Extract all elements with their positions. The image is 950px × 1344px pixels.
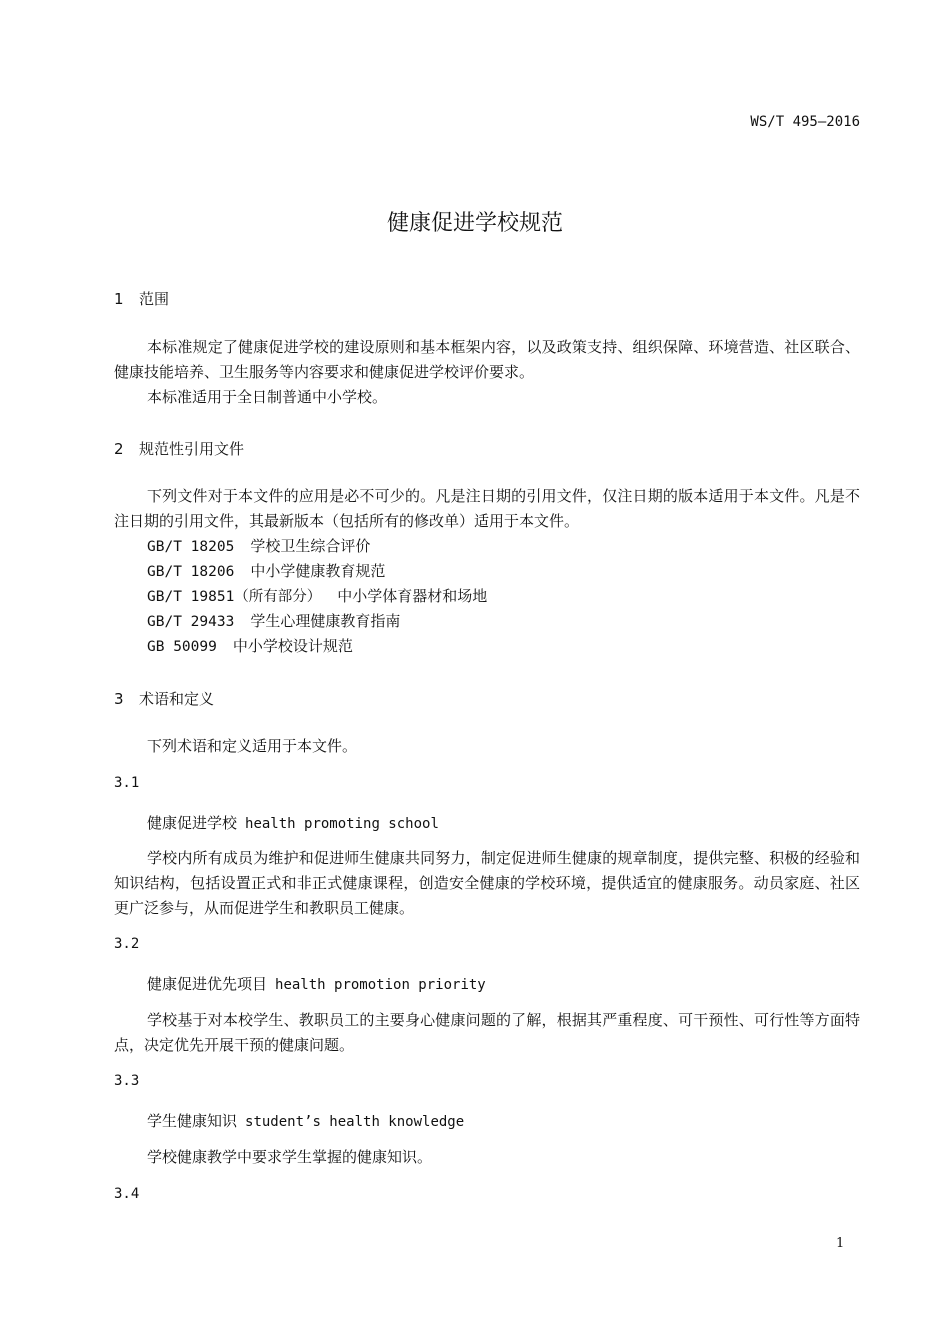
reference-title: 中小学校设计规范 [232, 637, 353, 655]
term-zh: 学生健康知识 [147, 1112, 238, 1130]
standard-code: WS/T 495—2016 [750, 114, 860, 130]
clause-number: 3.4 [114, 1186, 140, 1202]
term-definition: 学校基于对本校学生、教职员工的主要身心健康问题的了解，根据其严重程度、可干预性、可行性等方面特点，决定优先开展干预的健康问题。 [114, 1011, 860, 1054]
section-title: 规范性引用文件 [139, 440, 245, 458]
section-title: 范围 [139, 290, 170, 308]
reference-code: GB/T 19851（所有部分） [147, 589, 322, 605]
term-zh: 健康促进学校 [147, 814, 238, 832]
reference-item [147, 634, 353, 660]
term-heading [147, 812, 439, 833]
term-heading [147, 1110, 464, 1131]
term-zh: 健康促进优先项目 [147, 975, 268, 993]
reference-code: GB 50099 [147, 639, 217, 655]
section-number: 3 [114, 690, 124, 708]
reference-code: GB/T 29433 [147, 614, 235, 630]
terms-intro: 下列术语和定义适用于本文件。 [147, 737, 358, 755]
term-heading [147, 973, 486, 994]
scope-paragraph: 本标准规定了健康促进学校的建设原则和基本框架内容，以及政策支持、组织保障、环境营造、社区联合、健康技能培养、卫生服务等内容要求和健康促进学校评价要求。 [114, 338, 860, 381]
clause-number: 3.3 [114, 1073, 140, 1089]
term-en: student’s health knowledge [245, 1114, 465, 1130]
term-en: health promoting school [245, 816, 439, 832]
section-number: 1 [114, 290, 124, 308]
reference-title: 学校卫生综合评价 [250, 537, 371, 555]
section-heading-normative-references [114, 438, 244, 459]
reference-item [147, 534, 370, 560]
term-en: health promotion priority [275, 977, 486, 993]
section-number: 2 [114, 440, 124, 458]
clause-number: 3.2 [114, 936, 140, 952]
section-title: 术语和定义 [139, 690, 215, 708]
document-title: 健康促进学校规范 [386, 211, 563, 236]
scope-applicability: 本标准适用于全日制普通中小学校。 [147, 388, 388, 406]
reference-title: 中小学体育器材和场地 [337, 587, 488, 605]
section-heading-scope [114, 288, 169, 309]
reference-item [147, 584, 487, 610]
reference-item [147, 609, 400, 635]
term-definition: 学校内所有成员为维护和促进师生健康共同努力，制定促进师生健康的规章制度，提供完整、积极的经验和知识结构，包括设置正式和非正式健康课程，创造安全健康的学校环境，提供适宜的健康服务。动员家庭、社区更广泛参与，从而促进学生和教职员工健康。 [114, 849, 860, 917]
reference-title: 中小学健康教育规范 [250, 562, 386, 580]
references-paragraph: 下列文件对于本文件的应用是必不可少的。凡是注日期的引用文件，仅注日期的版本适用于本文件。凡是不注日期的引用文件，其最新版本（包括所有的修改单）适用于本文件。 [114, 487, 860, 530]
page-number: 1 [836, 1236, 845, 1251]
section-heading-terms-definitions [114, 688, 214, 709]
reference-item [147, 559, 385, 585]
clause-number: 3.1 [114, 775, 140, 791]
reference-code: GB/T 18205 [147, 539, 235, 555]
reference-title: 学生心理健康教育指南 [250, 612, 401, 630]
reference-code: GB/T 18206 [147, 564, 235, 580]
term-definition: 学校健康教学中要求学生掌握的健康知识。 [147, 1148, 433, 1166]
